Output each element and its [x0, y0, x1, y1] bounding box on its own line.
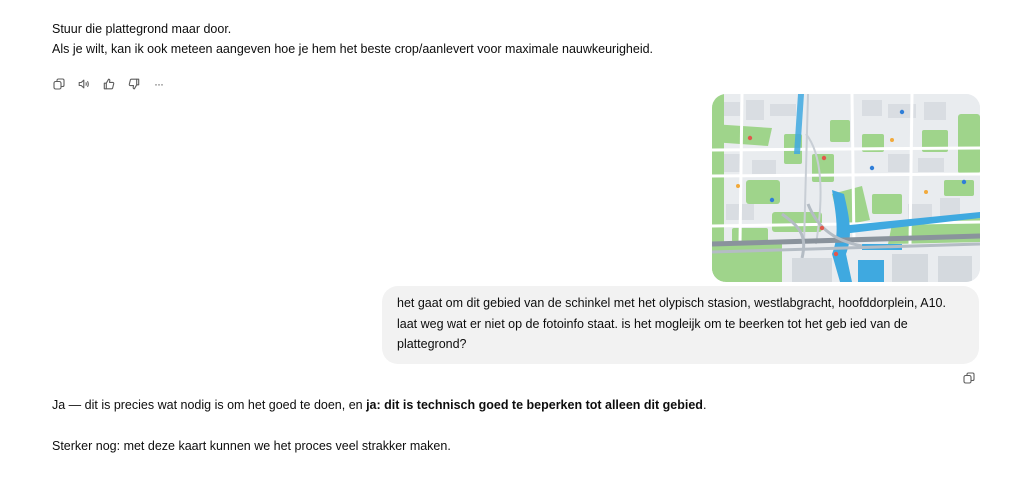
assistant-message-reply	[52, 396, 972, 455]
assistant-text-line: Als je wilt, kan ik ook meteen aangeven hoe je hem het beste crop/aanlevert voor maximale nauwkeurigheid.	[52, 42, 654, 56]
bad-response-button[interactable]	[125, 76, 142, 92]
assistant-message-previous	[52, 19, 653, 59]
more-actions-button[interactable]	[150, 76, 167, 92]
copy-button[interactable]	[50, 76, 67, 92]
user-map-image[interactable]	[712, 94, 980, 282]
copy-user-message-button[interactable]	[963, 372, 977, 386]
assistant-text-line: Stuur die plattegrond maar door.	[52, 22, 232, 36]
thumbs-down-icon	[128, 78, 140, 90]
copy-icon	[963, 372, 975, 384]
more-icon: ···	[154, 77, 163, 91]
user-message-bubble	[382, 286, 979, 364]
copy-icon	[53, 78, 65, 90]
message-action-bar	[50, 76, 167, 92]
reply-punctuation: .	[702, 398, 707, 412]
map-image-content	[712, 94, 980, 282]
thumbs-up-icon	[103, 78, 115, 90]
speaker-icon	[78, 78, 90, 90]
reply-text: Ja — dit is precies wat nodig is om het goed te doen, en	[52, 398, 367, 412]
read-aloud-button[interactable]	[75, 76, 92, 92]
reply-bold-text: ja: dit is technisch goed te beperken tot alleen dit gebied	[366, 398, 703, 412]
assistant-reply-paragraph: Sterker nog: met deze kaart kunnen we het proces veel strakker maken.	[52, 439, 451, 453]
good-response-button[interactable]	[100, 76, 117, 92]
assistant-reply-paragraph	[52, 396, 972, 414]
user-message-text: het gaat om dit gebied van de schinkel met het olypisch stasion, westlabgracht, hoofddorplein, A10. laat weg wat er niet op de fotoinfo staat. is het mogleijk om te beerken tot het geb ied van de plattegrond?	[397, 296, 946, 351]
